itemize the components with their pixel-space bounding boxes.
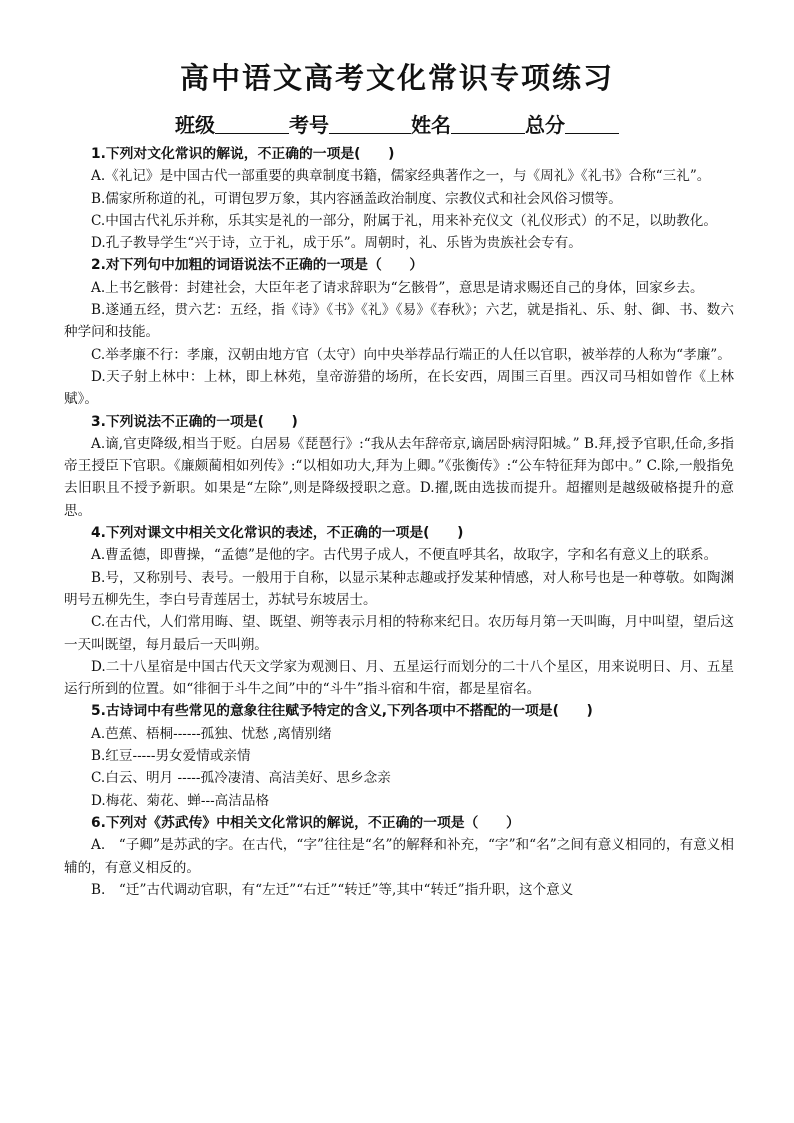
name-label: 姓名 [411,113,451,137]
question-6-stem: 6.下列对《苏武传》中相关文化常识的解说，不正确的一项是（ ） [91,814,520,831]
class-blank[interactable] [215,113,289,134]
question-4-option-a: A.曹孟德，即曹操，“孟德”是他的字。古代男子成人，不便直呼其名，故取字，字和名有意义上的联系。 [91,547,718,564]
question-1-option-a: A.《礼记》是中国古代一部重要的典章制度书籍，儒家经典著作之一，与《周礼》《礼书》合称“三礼”。 [91,168,711,185]
question-5-option-d: D.梅花、菊花、蝉---高洁品格 [91,792,270,809]
question-4-option-d: D.二十八星宿是中国古代天文学家为观测日、月、五星运行而划分的二十八个星区，用来说明日、月、五星运行所到的位置。如“徘徊于斗牛之间”中的“斗牛”指斗宿和牛宿，都是星宿名。 [64,658,734,698]
question-list [64,143,734,901]
question-1-option-c: C.中国古代礼乐并称，乐其实是礼的一部分，附属于礼，用来补充仪文（礼仪形式）的不足，以助教化。 [91,212,717,229]
question-1-stem: 1.下列对文化常识的解说，不正确的一项是( ) [91,146,395,162]
number-label: 考号 [289,113,329,137]
question-1-option-d: D.孔子教导学生“兴于诗，立于礼，成于乐”。周朝时，礼、乐皆为贵族社会专有。 [91,235,582,252]
question-5-option-a: A.芭蕉、梧桐------孤独、忧愁 ,离情别绪 [91,725,332,742]
question-5-option-c: C.白云、明月 -----孤冷凄清、高洁美好、思乡念亲 [91,770,391,787]
question-6-option-b: B. “迁”古代调动官职，有“左迁”“右迁”“转迁”等,其中“转迁”指升职，这个意义 [91,881,574,898]
name-blank[interactable] [451,113,525,134]
question-6-option-a: A. “子卿”是苏武的字。在古代，“字”往往是“名”的解释和补充，“字”和“名”之间有意义相同的，有意义相辅的，有意义相反的。 [64,837,734,876]
question-2-option-c: C.举孝廉不行：孝廉，汉朝由地方官（太守）向中央举荐品行端正的人任以官职，被举荐的人称为“孝廉”。 [91,346,731,363]
score-label: 总分 [525,113,565,137]
question-4-stem: 4.下列对课文中相关文化常识的表述，不正确的一项是( ) [91,525,464,542]
question-5-option-b: B.红豆-----男女爱情或亲情 [91,748,251,765]
question-3-options: A.谪,官吏降级,相当于贬。白居易《琵琶行》:“我从去年辞帝京,谪居卧病浔阳城。” B.拜,授予官职,任命,多指帝王授臣下官职。《廉颇蔺相如列传》:“以相如功大,拜为上卿。”《张衡传》:“公车特征拜为郎中。” C.除,一般指免去旧职且不授予新职。如果是“左除”,则是降级授职之意。D.擢,既由选拔而提升。超擢则是越级破格提升的意思。 [64,435,734,519]
question-4-option-c: C.在古代，人们常用晦、望、既望、朔等表示月相的特称来纪日。农历每月第一天叫晦，月中叫望，望后这一天叫既望，每月最后一天叫朔。 [64,614,734,653]
class-label: 班级 [175,113,215,137]
score-blank[interactable] [565,113,619,134]
question-2-option-a: A.上书乞骸骨：封建社会，大臣年老了请求辞职为“乞骸骨”，意思是请求赐还自己的身体，回家乡去。 [91,279,704,296]
question-2-option-b: B.遂通五经，贯六艺：五经，指《诗》《书》《礼》《易》《春秋》；六艺，就是指礼、乐、射、御、书、数六种学问和技能。 [64,302,734,341]
question-2-stem: 2.对下列句中加粗的词语说法不正确的一项是（ ） [91,257,424,274]
question-3-stem: 3.下列说法不正确的一项是( ) [91,413,298,430]
question-4-option-b: B.号，又称别号、表号。一般用于自称，以显示某种志趣或抒发某种情感，对人称号也是一种尊敬。如陶渊明号五柳先生，李白号青莲居士，苏轼号东坡居士。 [64,569,734,608]
question-2-option-d: D.天子射上林中：上林，即上林苑，皇帝游猎的场所，在长安西，周围三百里。西汉司马相如曾作《上林赋》。 [64,368,734,408]
number-blank[interactable] [329,113,411,134]
student-info-fields [0,111,794,139]
question-5-stem: 5.古诗词中有些常见的意象往往赋予特定的含义,下列各项中不搭配的一项是( ) [91,703,593,720]
page-title: 高中语文高考文化常识专项练习 [179,61,614,95]
question-1-option-b: B.儒家所称道的礼，可谓包罗万象，其内容涵盖政治制度、宗教仪式和社会风俗习惯等。 [91,190,622,207]
